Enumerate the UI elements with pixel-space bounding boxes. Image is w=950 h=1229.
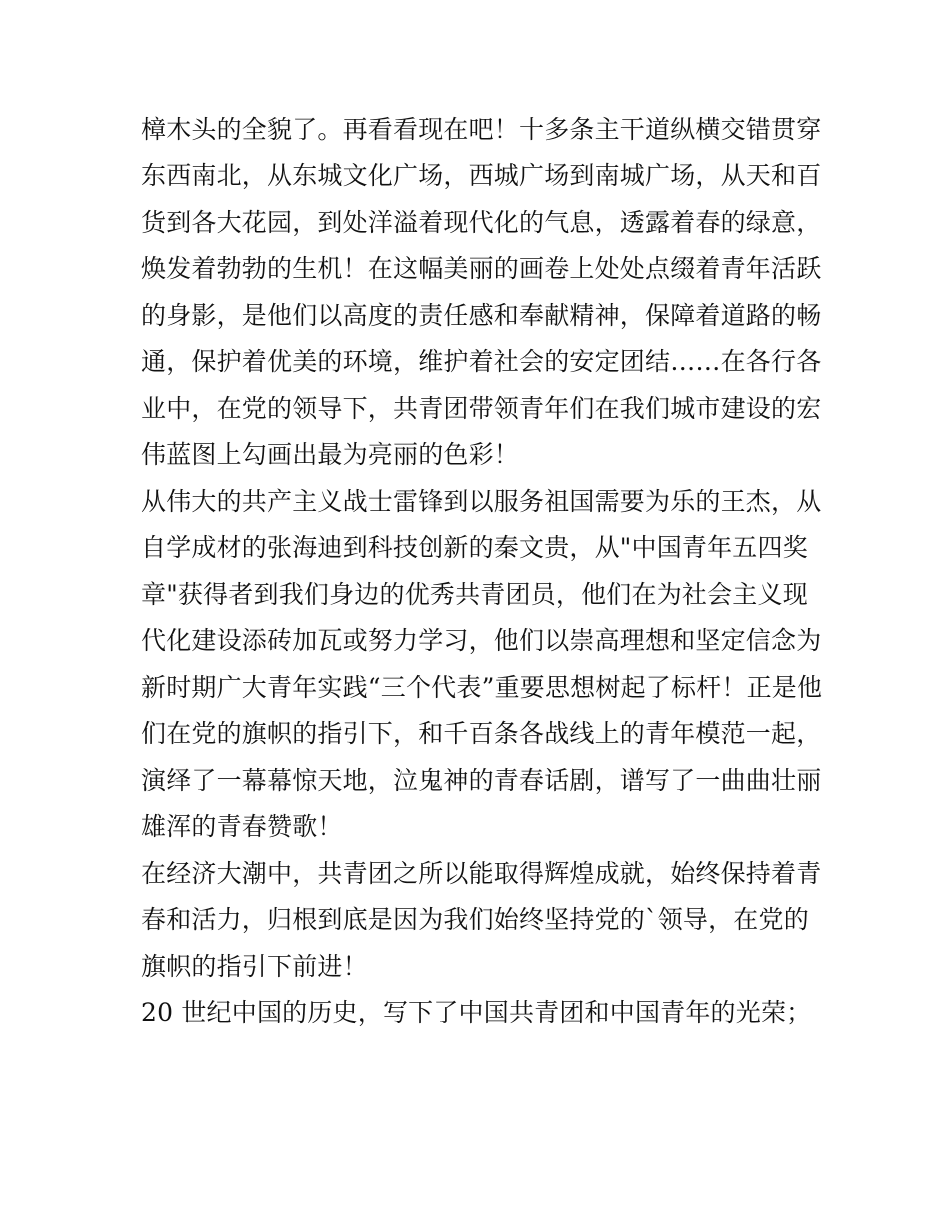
text-line: 伟蓝图上勾画出最为亮丽的色彩！ xyxy=(141,440,520,469)
text-line: 20 世纪中国的历史，写下了中国共青团和中国青年的光荣； xyxy=(141,998,812,1027)
text-line: 在经济大潮中，共青团之所以能取得辉煌成就，始终保持着青 xyxy=(141,859,822,888)
text-line: 演绎了一幕幕惊天地，泣鬼神的青春话剧，谱写了一曲曲壮丽 xyxy=(141,766,822,795)
text-line: 的身影，是他们以高度的责任感和奉献精神，保障着道路的畅 xyxy=(141,301,822,330)
text-line: 业中，在党的领导下，共青团带领青年们在我们城市建设的宏 xyxy=(141,394,822,423)
text-line: 自学成材的张海迪到科技创新的秦文贵，从"中国青年五四奖 xyxy=(141,533,808,562)
text-line: 樟木头的全貌了。再看看现在吧！十多条主干道纵横交错贯穿 xyxy=(141,115,822,144)
text-line: 货到各大花园，到处洋溢着现代化的气息，透露着春的绿意， xyxy=(141,208,822,237)
text-line: 焕发着勃勃的生机！在这幅美丽的画卷上处处点缀着青年活跃 xyxy=(141,254,822,283)
text-line: 新时期广大青年实践“三个代表”重要思想树起了标杆！正是他 xyxy=(141,673,823,702)
text-line: 们在党的旗帜的指引下，和千百条各战线上的青年模范一起， xyxy=(141,719,822,748)
text-line: 东西南北，从东城文化广场，西城广场到南城广场，从天和百 xyxy=(141,161,822,190)
text-line: 旗帜的指引下前进！ xyxy=(141,952,368,981)
text-line: 春和活力，归根到底是因为我们始终坚持党的`领导，在党的 xyxy=(141,905,809,934)
text-line: 章"获得者到我们身边的优秀共青团员，他们在为社会主义现 xyxy=(141,580,808,609)
text-line: 代化建设添砖加瓦或努力学习，他们以崇高理想和坚定信念为 xyxy=(141,626,822,655)
text-line: 通，保护着优美的环境，维护着社会的安定团结……在各行各 xyxy=(141,347,822,376)
text-line: 雄浑的青春赞歌！ xyxy=(141,812,343,841)
text-line: 从伟大的共产主义战士雷锋到以服务祖国需要为乐的王杰，从 xyxy=(141,487,822,516)
